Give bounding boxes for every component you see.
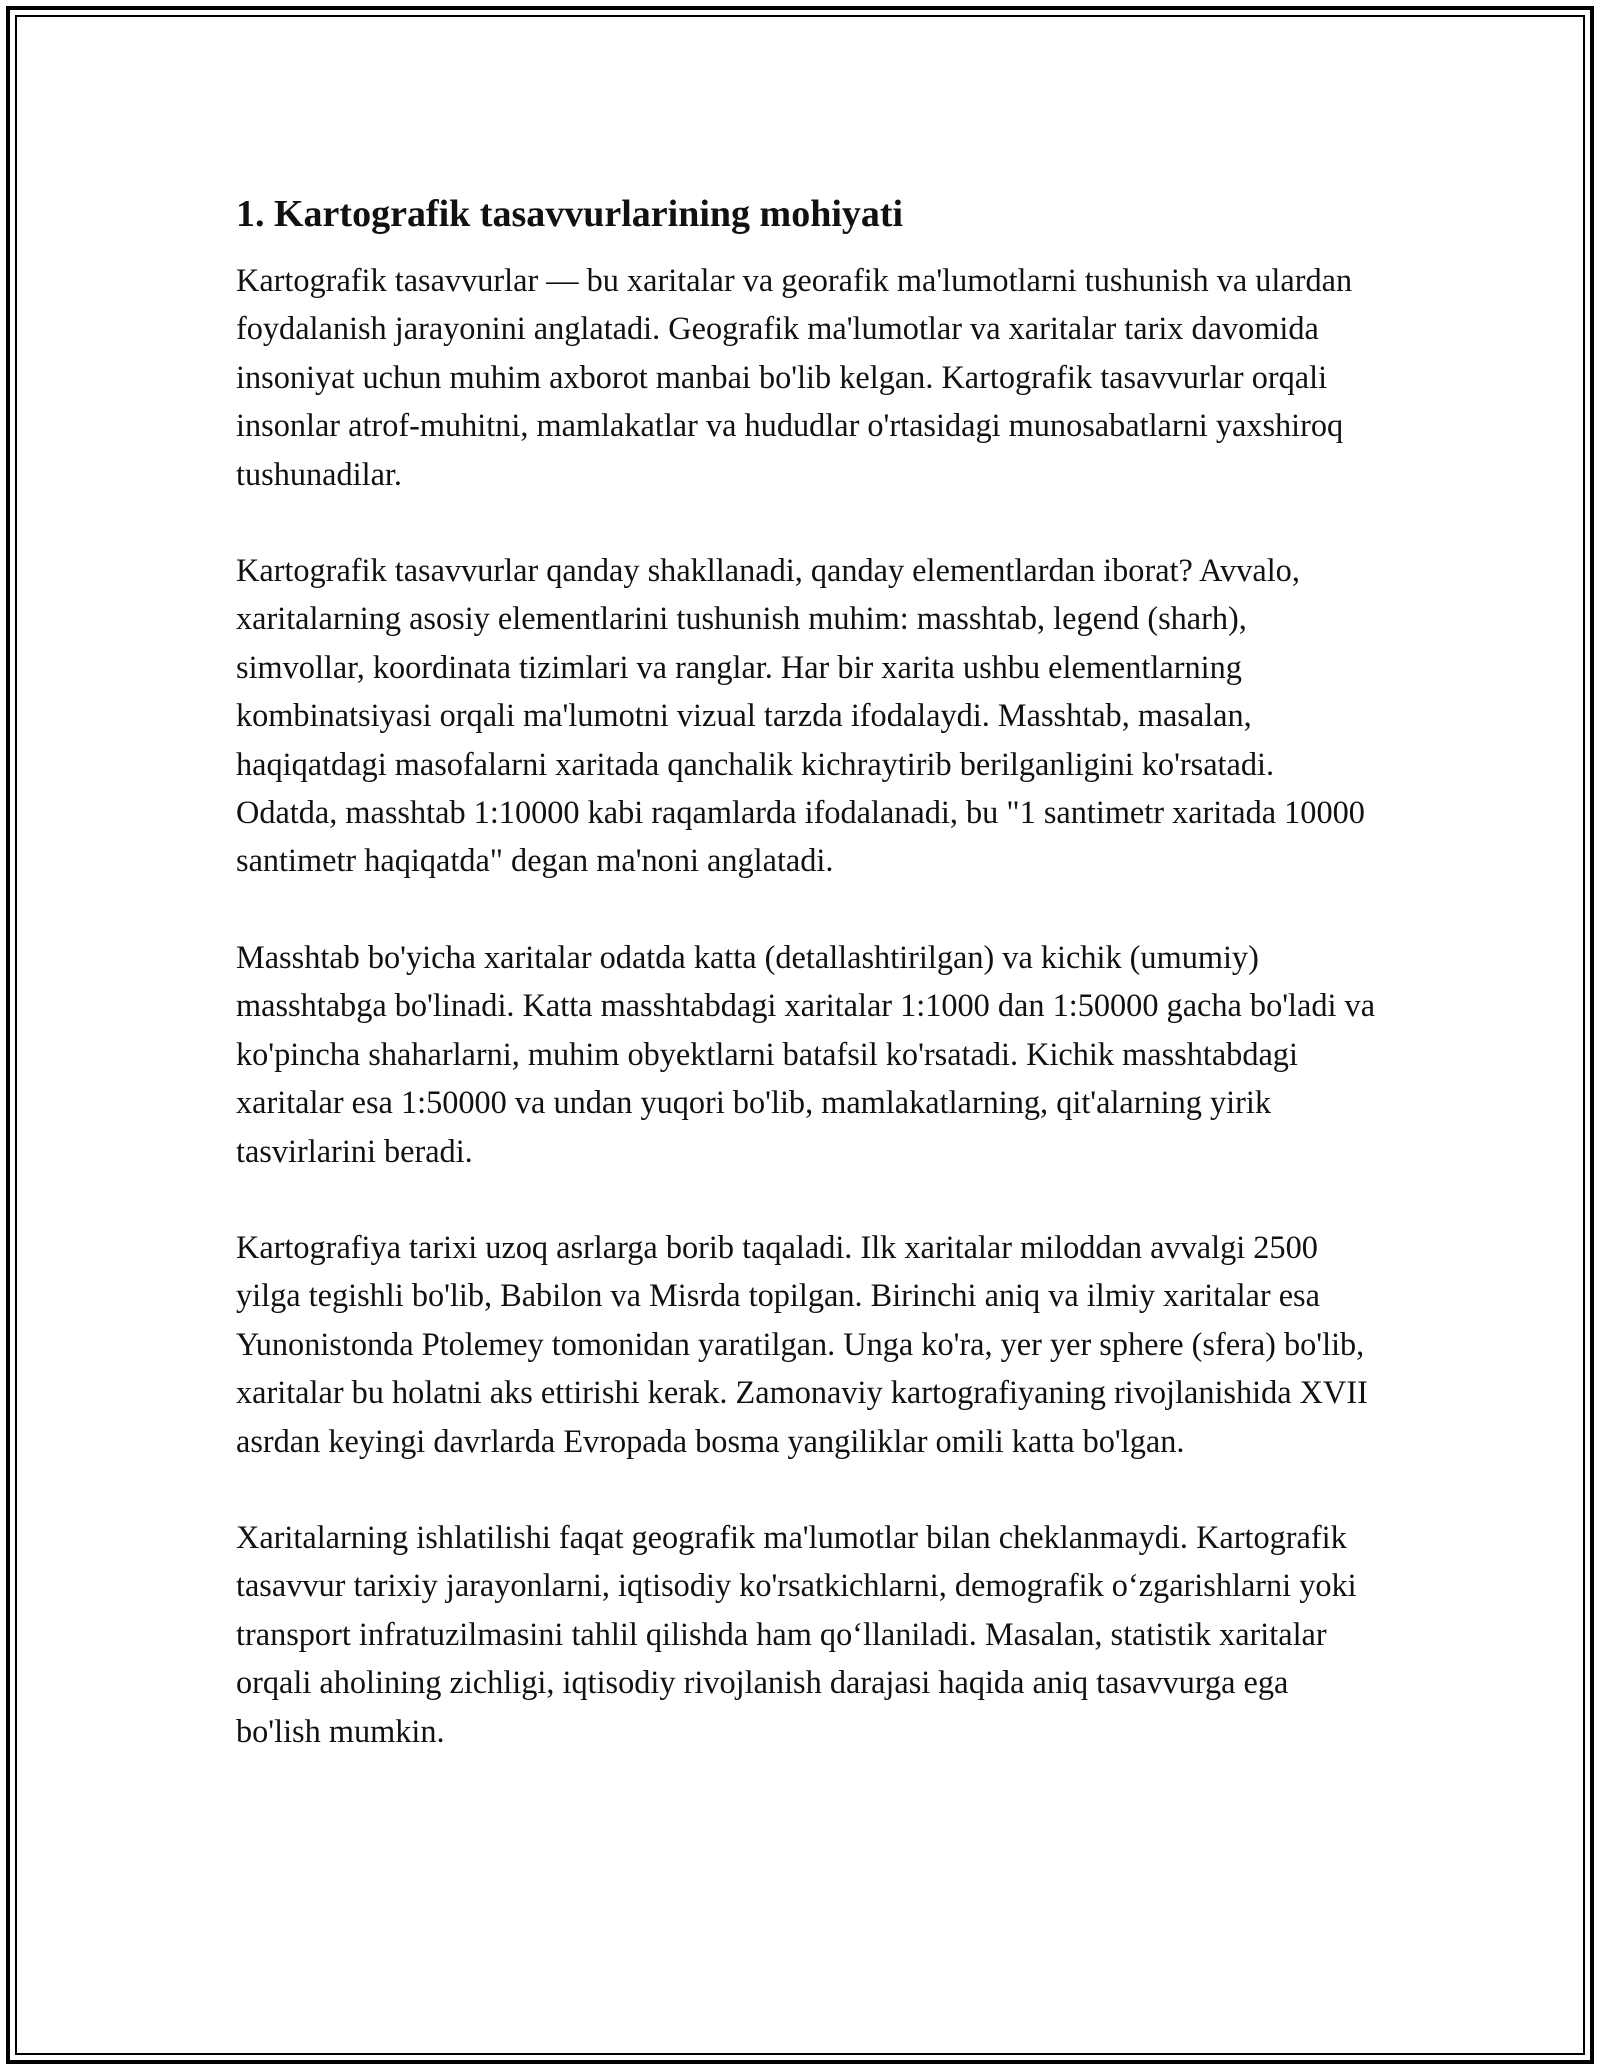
paragraph-4: Kartografiya tarixi uzoq asrlarga borib taqaladi. Ilk xaritalar miloddan avvalgi 2500 yilga tegishli bo'lib, Babilon va Misrda topilgan. Birinchi aniq va ilmiy xaritalar esa Yunonistonda Ptolemey tomonidan yaratilgan. Unga ko'ra, yer yer sphere (sfera) bo'lib, xaritalar bu holatni aks ettirishi kerak. Zamonaviy kartografiyaning rivojlanishida XVII asrdan keyingi davrlarda Evropada bosma yangiliklar omili katta bo'lgan.	[236, 1228, 1368, 1459]
paragraph-5: Xaritalarning ishlatilishi faqat geografik ma'lumotlar bilan cheklanmaydi. Kartografik tasavvur tarixiy jarayonlarni, iqtisodiy ko'rsatkichlarni, demografik o‘zgarishlarni yoki transport infratuzilmasini tahlil qilishda ham qo‘llaniladi. Masalan, statistik xaritalar orqali aholining zichligi, iqtisodiy rivojlanish darajasi haqida aniq tasavvurga ega bo'lish mumkin.	[236, 1518, 1357, 1749]
paragraph-3: Masshtab bo'yicha xaritalar odatda katta (detallashtirilgan) va kichik (umumiy) masshtabga bo'linadi. Katta masshtabdagi xaritalar 1:1000 dan 1:50000 gacha bo'ladi va ko'pincha shaharlarni, muhim obyektlarni batafsil ko'rsatadi. Kichik masshtabdagi xaritalar esa 1:50000 va undan yuqori bo'lib, mamlakatlarning, qit'alarning yirik tasvirlarini beradi.	[236, 938, 1376, 1169]
paragraph-2: Kartografik tasavvurlar qanday shakllanadi, qanday elementlardan iborat? Avvalo, xaritalarning asosiy elementlarini tushunish muhim: masshtab, legend (sharh), simvollar, koordinata tizimlari va ranglar. Har bir xarita ushbu elementlarning kombinatsiyasi orqali ma'lumotni vizual tarzda ifodalaydi. Masshtab, masalan, haqiqatdagi masofalarni xaritada qanchalik kichraytirib berilganligini ko'rsatadi. Odatda, masshtab 1:10000 kabi raqamlarda ifodalanadi, bu "1 santimetr xaritada 10000 santimetr haqiqatda" degan ma'noni anglatadi.	[236, 552, 1365, 879]
document-body	[236, 190, 1376, 1803]
section-heading: 1. Kartografik tasavvurlarining mohiyati	[236, 193, 904, 235]
paragraph-1: Kartografik tasavvurlar — bu xaritalar va georafik ma'lumotlarni tushunish va ulardan foydalanish jarayonini anglatadi. Geografik ma'lumotlar va xaritalar tarix davomida insoniyat uchun muhim axborot manbai bo'lib kelgan. Kartografik tasavvurlar orqali insonlar atrof-muhitni, mamlakatlar va hududlar o'rtasidagi munosabatlarni yaxshiroq tushunadilar.	[236, 262, 1353, 492]
